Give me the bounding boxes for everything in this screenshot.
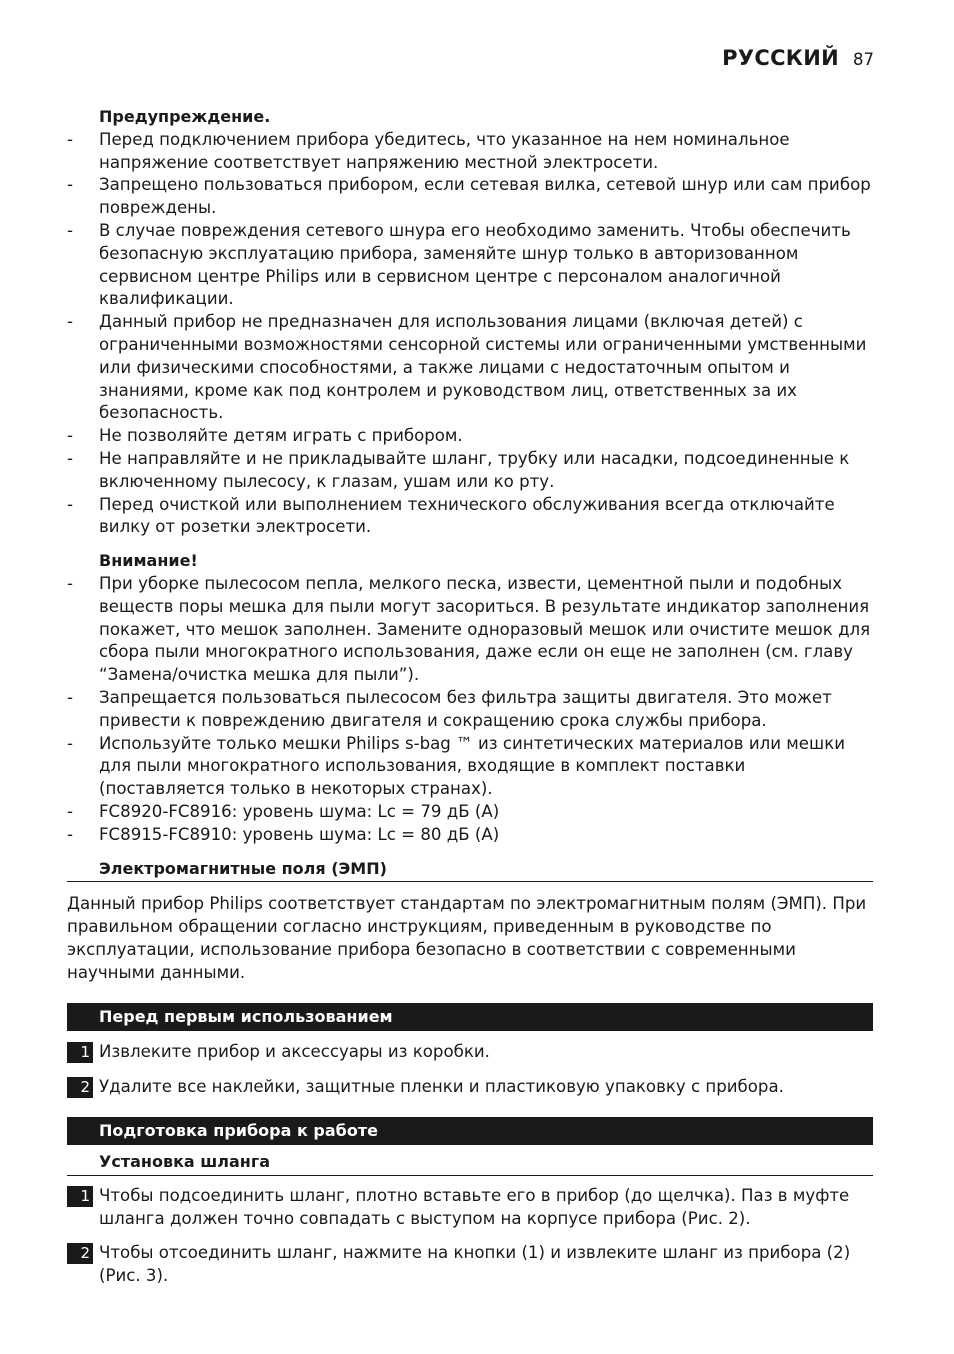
step-item (67, 1242, 873, 1288)
caution-heading: Внимание! (99, 551, 198, 571)
language-label: РУССКИЙ (722, 46, 839, 70)
list-item: - FC8915-FC8910: уровень шума: Lc = 80 дБ (А) (67, 824, 500, 844)
step-number: 2 (67, 1243, 93, 1264)
list-item: - Используйте только мешки Philips s-bag ™ из синтетических материалов или мешки для пыли многократного использования, входящие в комплект поставки (поставляется только в некоторых странах). (67, 733, 845, 799)
step-number: 2 (67, 1077, 93, 1098)
step-number: 1 (67, 1186, 93, 1207)
emf-heading: Электромагнитные поля (ЭМП) (67, 858, 873, 883)
warning-list (67, 129, 873, 539)
emf-paragraph: Данный прибор Philips соответствует стандартам по электромагнитным полям (ЭМП). При правильном обращении согласно инструкциям, приведенным в руководстве по эксплуатации, использование прибора безопасно в соответствии с современными научными данными. (67, 894, 867, 982)
warning-heading: Предупреждение. (99, 107, 271, 126)
step-text: Извлеките прибор и аксессуары из коробки. (99, 1042, 490, 1062)
list-item: - В случае повреждения сетевого шнура его необходимо заменить. Чтобы обеспечить безопасную эксплуатацию прибора, заменяйте шнур только в авторизованном сервисном центре Philips или в сервисном центре с персоналом аналогичной квалификации. (67, 220, 851, 309)
page-number: 87 (853, 50, 874, 69)
hose-install-heading: Установка шланга (67, 1151, 873, 1176)
step-text: Чтобы подсоединить шланг, плотно вставьте его в прибор (до щелчка). Паз в муфте шланга должен точно совпадать с выступом на корпусе прибора (Рис. 2). (99, 1185, 850, 1228)
list-item: - FC8920-FC8916: уровень шума: Lc = 79 дБ (А) (67, 801, 500, 821)
list-item: - Не направляйте и не прикладывайте шланг, трубку или насадки, подсоединенные к включенному пылесосу, к глазам, ушам или ко рту. (67, 448, 850, 491)
step-item (67, 1041, 873, 1064)
step-text: Удалите все наклейки, защитные пленки и пластиковую упаковку с прибора. (99, 1077, 784, 1097)
step-text: Чтобы отсоединить шланг, нажмите на кнопки (1) и извлеките шланг из прибора (2) (Рис. 3). (99, 1243, 851, 1286)
list-item: - Не позволяйте детям играть с прибором. (67, 426, 463, 446)
caution-list (67, 573, 873, 847)
list-item: - Перед подключением прибора убедитесь, что указанное на нем номинальное напряжение соответствует напряжению местной электросети. (67, 129, 790, 172)
list-item: - При уборке пылесосом пепла, мелкого песка, извести, цементной пыли и подобных веществ поры мешка для пыли могут засориться. В результате индикатор заполнения покажет, что мешок заполнен. Замените одноразовый мешок или очистите мешок для сбора пыли многократного использования, даже если он еще не заполнен (см. главу “Замена/очистка мешка для пыли”). (67, 573, 871, 685)
step-item (67, 1185, 873, 1231)
prepare-section-bar: Подготовка прибора к работе (67, 1117, 873, 1145)
page-header (722, 46, 874, 70)
page-content (67, 106, 873, 1288)
step-item (67, 1076, 873, 1099)
list-item: - Данный прибор не предназначен для использования лицами (включая детей) с ограниченными возможностями сенсорной системы или ограниченными умственными или физическими способностями, а также лицами с недостаточным опытом и знаниями, кроме как под контролем и руководством лиц, ответственных за их безопасность. (67, 312, 867, 423)
list-item: - Запрещается пользоваться пылесосом без фильтра защиты двигателя. Это может привести к повреждению двигателя и сокращению срока службы прибора. (67, 687, 832, 730)
step-number: 1 (67, 1042, 93, 1063)
list-item: - Перед очисткой или выполнением технического обслуживания всегда отключайте вилку от розетки электросети. (67, 494, 835, 537)
list-item: - Запрещено пользоваться прибором, если сетевая вилка, сетевой шнур или сам прибор повреждены. (67, 175, 871, 218)
first-use-section-bar: Перед первым использованием (67, 1003, 873, 1031)
